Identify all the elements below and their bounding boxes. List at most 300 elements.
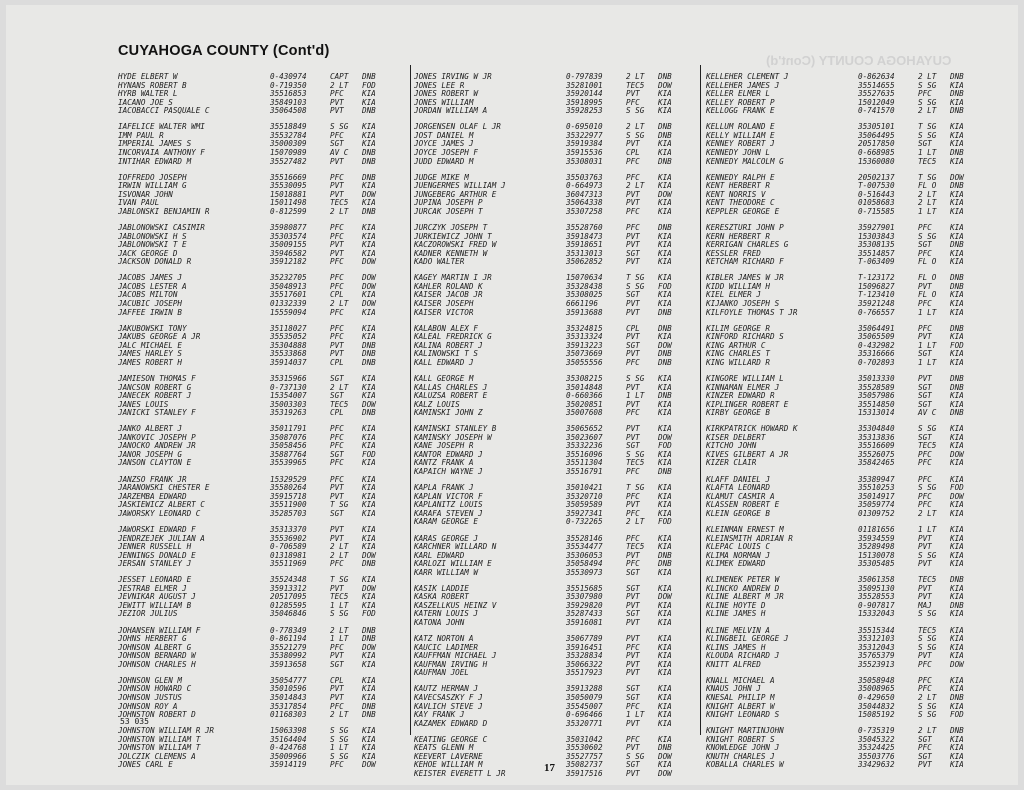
roster-rank: PVT [330, 189, 344, 199]
roster-status: KIA [658, 449, 672, 459]
roster-status: FOD [950, 710, 964, 720]
roster-name: KILFOYLE THOMAS T JR [706, 308, 798, 317]
roster-name: JANCSON ROBERT G [118, 383, 192, 392]
roster-name: JOHNSTON WILLIAM R JR [118, 727, 215, 736]
roster-serial: 35315966 [270, 373, 307, 383]
roster-name: KNIGHT LEONARD S [706, 711, 780, 720]
roster-status: KIA [658, 399, 672, 409]
roster-status: KIA [658, 668, 672, 678]
roster-serial: 35313836 [858, 432, 895, 442]
roster-status: DNB [950, 273, 964, 283]
roster-row [706, 158, 996, 167]
roster-serial: 0-862634 [858, 72, 895, 81]
roster-status: DNB [950, 323, 964, 333]
roster-rank: PFC [330, 281, 344, 291]
roster-status: DOW [658, 769, 672, 778]
roster-name: KNOWLEDGE JOHN J [706, 744, 780, 753]
roster-row [414, 392, 699, 401]
roster-serial: 35050079 [566, 693, 603, 703]
roster-name: KAHLER ROLAND K [414, 282, 483, 291]
roster-serial: 35530602 [566, 743, 603, 753]
roster-rank: PVT [330, 583, 344, 593]
roster-status: KIA [658, 609, 672, 619]
roster-serial: 35511969 [270, 559, 307, 569]
roster-status: KIA [658, 89, 672, 99]
roster-name: JANOCKO ANDREW JR [118, 442, 196, 451]
roster-serial: 35514850 [858, 399, 895, 409]
roster-status: KIA [658, 290, 672, 300]
roster-status: KIA [950, 441, 964, 451]
roster-rank: SGT [330, 391, 344, 401]
roster-rank: PVT [626, 139, 640, 149]
roster-status: KIA [362, 198, 376, 208]
roster-rank: S SG [918, 483, 937, 493]
roster-status: KIA [950, 508, 964, 518]
roster-serial: 35308031 [566, 156, 603, 166]
roster-name: JARANOWSKI CHESTER E [118, 484, 210, 493]
roster-status: KIA [362, 508, 376, 518]
roster-rank: 2 LT [918, 693, 937, 703]
roster-status: DNB [950, 147, 964, 157]
roster-rank: T SG [626, 273, 645, 283]
roster-rank: 2 LT [330, 80, 349, 90]
roster-name: KING ARTHUR C [706, 341, 766, 350]
roster-rank: PFC [918, 500, 932, 510]
roster-serial: 35164404 [270, 734, 307, 744]
roster-row [414, 233, 699, 242]
roster-serial: 35511900 [270, 500, 307, 510]
roster-status: KIA [362, 542, 376, 552]
roster-row [706, 359, 996, 368]
roster-name: HYRB WALTER L [118, 90, 178, 99]
roster-status: DOW [362, 189, 376, 199]
roster-row [414, 685, 699, 694]
roster-serial: 35023607 [566, 432, 603, 442]
roster-name: KAPLA FRANK J [414, 484, 474, 493]
roster-status: KIA [658, 298, 672, 308]
roster-status: DNB [658, 122, 672, 132]
roster-serial: T-123410 [858, 290, 895, 300]
roster-group [118, 325, 408, 368]
roster-group [118, 677, 408, 720]
roster-serial: 35918651 [566, 240, 603, 250]
roster-status: KIA [658, 332, 672, 342]
roster-rank: 1 LT [918, 206, 937, 216]
roster-name: KEPPLER GEORGE E [706, 207, 780, 216]
roster-status: KIA [658, 508, 672, 518]
roster-rank: PVT [626, 718, 640, 728]
roster-group [118, 476, 408, 519]
roster-name: KELLOGG FRANK E [706, 107, 775, 116]
roster-name: JOYCE JOSEPH F [414, 148, 479, 157]
roster-name: JAKUBOWSKI TONY [118, 324, 187, 333]
roster-serial: 35528589 [858, 382, 895, 392]
roster-status: KIA [362, 524, 376, 534]
roster-status: KIA [362, 726, 376, 736]
roster-row [414, 350, 699, 359]
roster-status: KIA [658, 424, 672, 434]
roster-status: KIA [950, 550, 964, 560]
roster-rank: SGT [330, 139, 344, 149]
roster-status: KIA [658, 97, 672, 107]
roster-rank: PFC [330, 231, 344, 241]
roster-name: INCORVAIA ANTHONY F [118, 148, 205, 157]
roster-rank: PVT [626, 432, 640, 442]
roster-row [118, 661, 408, 670]
roster-name: JOHNSON BERNARD W [118, 652, 196, 661]
roster-status: KIA [658, 760, 672, 770]
roster-row [414, 501, 699, 510]
roster-status: KIA [950, 139, 964, 149]
roster-status: KIA [362, 600, 376, 610]
roster-group [414, 535, 699, 578]
roster-row [414, 99, 699, 108]
roster-name: JACKSON DONALD R [118, 258, 192, 267]
roster-serial: 35307980 [566, 592, 603, 602]
roster-status: KIA [950, 743, 964, 753]
roster-serial: 35008965 [858, 684, 895, 694]
roster-rank: TEC5 [330, 399, 349, 409]
roster-rank: PVT [626, 592, 640, 602]
roster-serial: 35380992 [270, 651, 307, 661]
roster-rank: PFC [330, 172, 344, 182]
roster-status: KIA [950, 349, 964, 359]
roster-rank: AV C [330, 147, 349, 157]
roster-group [118, 627, 408, 670]
roster-rank: 1 LT [330, 634, 349, 644]
roster-serial: 15011498 [270, 198, 307, 208]
roster-rank: PFC [918, 323, 932, 333]
roster-row [706, 610, 996, 619]
roster-status: KIA [362, 743, 376, 753]
roster-serial: 35289498 [858, 542, 895, 552]
roster-status: DOW [362, 257, 376, 267]
roster-name: JANES LOUIS [118, 400, 169, 409]
roster-rank: SGT [626, 583, 640, 593]
roster-serial: 0-516443 [858, 189, 895, 199]
roster-status: KIA [658, 382, 672, 392]
roster-rank: PFC [918, 474, 932, 484]
roster-group [706, 325, 996, 368]
roster-name: KLINE ALBERT M JR [706, 593, 784, 602]
roster-status: DNB [658, 467, 672, 477]
roster-status: KIA [658, 458, 672, 468]
roster-rank: PFC [330, 559, 344, 569]
roster-row [118, 208, 408, 217]
roster-name: KLINE HOYTE D [706, 601, 766, 610]
roster-rank: 2 LT [918, 726, 937, 736]
roster-rank: TEC5 [626, 542, 645, 552]
roster-row [414, 309, 699, 318]
roster-rank: PVT [626, 743, 640, 753]
roster-status: KIA [362, 693, 376, 703]
roster-serial: 35515685 [566, 583, 603, 593]
roster-serial: 35503776 [858, 751, 895, 761]
roster-rank: 2 LT [626, 517, 645, 527]
roster-name: JURCZYK JOSEPH T [414, 223, 488, 232]
roster-status: DOW [658, 189, 672, 199]
roster-row [414, 283, 699, 292]
roster-name: JORDAN WILLIAM A [414, 107, 488, 116]
roster-name: KLEPAC LOUIS C [706, 543, 771, 552]
roster-name: KLEINMAN ERNEST M [706, 525, 784, 534]
roster-status: DNB [362, 156, 376, 166]
roster-rank: PVT [626, 424, 640, 434]
roster-group [706, 73, 996, 116]
roster-rank: FL O [918, 181, 937, 191]
roster-rank: PVT [330, 693, 344, 703]
roster-serial: 35319263 [270, 408, 307, 418]
roster-serial: 0-719350 [270, 80, 307, 90]
roster-serial: 35510253 [858, 483, 895, 493]
roster-rank: PVT [626, 668, 640, 678]
roster-serial: 35533868 [270, 349, 307, 359]
roster-status: DNB [362, 147, 376, 157]
roster-name: JOST DANIEL M [414, 131, 474, 140]
roster-rank: S SG [918, 634, 937, 644]
roster-name: KNAUS JOHN J [706, 685, 761, 694]
roster-row [414, 208, 699, 217]
roster-name: KISER DELBERT [706, 433, 766, 442]
roster-name: JORGENSEN OLAF L JR [414, 123, 501, 132]
roster-status: DNB [950, 240, 964, 250]
roster-status: KIA [362, 307, 376, 317]
roster-rank: PFC [330, 701, 344, 711]
roster-name: JAFFEE IRWIN B [118, 308, 183, 317]
roster-status: KIA [950, 432, 964, 442]
roster-group [414, 585, 699, 628]
roster-name: IMM PAUL R [118, 131, 164, 140]
roster-rank: CPL [330, 357, 344, 367]
roster-serial: 0-778349 [270, 625, 307, 635]
roster-row [414, 224, 699, 233]
roster-rank: S SG [918, 710, 937, 720]
roster-rank: 2 LT [918, 72, 937, 81]
roster-serial: 35913312 [270, 583, 307, 593]
roster-row [414, 711, 699, 720]
roster-name: JENNER RUSSELL H [118, 543, 192, 552]
roster-row [706, 510, 996, 519]
roster-rank: PVT [626, 332, 640, 342]
roster-serial: 35913223 [566, 340, 603, 350]
roster-status: KIA [658, 491, 672, 501]
roster-name: KENNEDY JOHN L [706, 148, 771, 157]
roster-rank: PVT [626, 240, 640, 250]
roster-status: KIA [658, 147, 672, 157]
roster-row [414, 191, 699, 200]
roster-row [414, 325, 699, 334]
roster-status: DOW [362, 399, 376, 409]
roster-status: DOW [658, 592, 672, 602]
roster-group [706, 576, 996, 619]
roster-rank: PFC [330, 222, 344, 232]
roster-rank: CPL [330, 408, 344, 418]
roster-name: KANE JOSEPH R [414, 442, 474, 451]
roster-serial: 35516853 [270, 89, 307, 99]
roster-row [414, 174, 699, 183]
roster-serial: 15329529 [270, 474, 307, 484]
roster-row [118, 711, 408, 720]
roster-serial: 35887764 [270, 449, 307, 459]
roster-status: KIA [658, 600, 672, 610]
roster-rank: S SG [918, 80, 937, 90]
roster-name: KINZER EDWARD R [706, 392, 775, 401]
roster-rank: SGT [330, 508, 344, 518]
roster-rank: PVT [330, 349, 344, 359]
roster-row [414, 274, 699, 283]
roster-status: KIA [950, 332, 964, 342]
roster-status: DNB [362, 206, 376, 216]
roster-row [414, 425, 699, 434]
roster-status: KIA [658, 642, 672, 652]
roster-name: JERSAN STANLEY J [118, 560, 192, 569]
roster-status: KIA [362, 222, 376, 232]
roster-serial: 35517923 [566, 668, 603, 678]
roster-row [414, 90, 699, 99]
roster-status: KIA [950, 592, 964, 602]
roster-serial: 0-715585 [858, 206, 895, 216]
roster-rank: TEC5 [918, 156, 937, 166]
roster-status: DNB [362, 701, 376, 711]
roster-status: DNB [950, 575, 964, 585]
roster-name: KARR WILLIAM W [414, 568, 479, 577]
roster-row [414, 468, 699, 477]
roster-row [414, 132, 699, 141]
roster-status: KIA [950, 760, 964, 770]
roster-serial: T-063409 [858, 257, 895, 267]
roster-name: KEISTER EVERETT L JR [414, 770, 506, 778]
roster-serial: 35934559 [858, 533, 895, 543]
roster-group [706, 476, 996, 519]
roster-name: KLIMEK EDWARD [706, 560, 766, 569]
roster-serial: 35305101 [858, 122, 895, 132]
roster-serial: 35530973 [566, 567, 603, 577]
roster-serial: 0-432982 [858, 340, 895, 350]
roster-serial: 15063398 [270, 726, 307, 736]
roster-group [414, 736, 699, 779]
roster-serial: 35065509 [858, 332, 895, 342]
roster-row [414, 510, 699, 519]
roster-rank: PFC [918, 89, 932, 99]
roster-serial: 35535052 [270, 332, 307, 342]
roster-status: KIA [362, 491, 376, 501]
roster-rank: PVT [918, 533, 932, 543]
roster-status: KIA [658, 533, 672, 543]
roster-rank: S SG [626, 106, 645, 116]
roster-name: JURCAK JOSEPH T [414, 207, 483, 216]
roster-status: KIA [362, 734, 376, 744]
roster-status: KIA [362, 240, 376, 250]
roster-serial: 35058456 [270, 441, 307, 451]
roster-name: KAVLICH STEVE J [414, 702, 483, 711]
roster-rank: MAJ [918, 600, 932, 610]
roster-status: KIA [658, 273, 672, 283]
roster-serial: 35516609 [858, 441, 895, 451]
roster-group [414, 425, 699, 476]
roster-name: KIVES GILBERT A JR [706, 450, 789, 459]
roster-status: KIA [362, 659, 376, 669]
roster-rank: 1 LT [330, 743, 349, 753]
roster-rank: PFC [626, 508, 640, 518]
column-divider [410, 65, 411, 735]
roster-row [414, 610, 699, 619]
roster-name: IMPERIAL JAMES S [118, 140, 192, 149]
roster-row [414, 107, 699, 116]
roster-serial: 15332043 [858, 609, 895, 619]
roster-name: KIBLER JAMES W JR [706, 274, 784, 283]
roster-serial: 35064495 [858, 130, 895, 140]
roster-rank: 1 LT [626, 391, 645, 401]
roster-serial: T-123172 [858, 273, 895, 283]
roster-row [414, 384, 699, 393]
roster-name: KEHOE WILLIAM M [414, 761, 483, 770]
roster-status: DNB [950, 408, 964, 418]
roster-status: KIA [950, 206, 964, 216]
roster-rank: 2 LT [626, 122, 645, 132]
roster-serial: 0-861194 [270, 634, 307, 644]
roster-row [414, 250, 699, 259]
roster-rank: PVT [626, 189, 640, 199]
roster-rank: PVT [626, 618, 640, 628]
roster-name: KNALL MICHAEL A [706, 676, 775, 685]
column-divider [700, 65, 701, 735]
roster-rank: S SG [918, 97, 937, 107]
roster-status: KIA [362, 89, 376, 99]
roster-name: JABLONOWSKI H S [118, 232, 187, 241]
roster-serial: 35062852 [566, 257, 603, 267]
roster-rank: TEC5 [626, 80, 645, 90]
roster-serial: 15360080 [858, 156, 895, 166]
roster-name: KIZER CLAIR [706, 459, 757, 468]
roster-status: DOW [950, 172, 964, 182]
roster-rank: T SG [626, 483, 645, 493]
roster-name: KACZOROWSKI FRED W [414, 241, 497, 250]
roster-serial: 35503763 [566, 172, 603, 182]
roster-group [414, 635, 699, 678]
roster-group [118, 224, 408, 267]
roster-rank: PVT [330, 181, 344, 191]
roster-name: KAY FRANK J [414, 711, 465, 720]
roster-serial: 35516791 [566, 467, 603, 477]
roster-rank: PFC [918, 659, 932, 669]
roster-rank: PFC [918, 222, 932, 232]
roster-row [414, 518, 699, 527]
roster-status: DOW [362, 642, 376, 652]
roster-status: KIA [950, 399, 964, 409]
roster-status: KIA [950, 248, 964, 258]
roster-serial: 35921248 [858, 298, 895, 308]
roster-name: KLAFF DANIEL J [706, 475, 771, 484]
roster-status: KIA [950, 542, 964, 552]
roster-serial: 33429632 [858, 760, 895, 770]
roster-name: KAPLAN VICTOR F [414, 492, 483, 501]
roster-status: KIA [950, 391, 964, 401]
page-number: 17 [544, 762, 555, 774]
roster-serial: 35064508 [270, 106, 307, 116]
roster-group [706, 425, 996, 468]
roster-name: JANZSO FRANK JR [118, 475, 187, 484]
roster-row [414, 753, 699, 762]
roster-row [414, 543, 699, 552]
roster-group [414, 123, 699, 166]
roster-status: KIA [658, 248, 672, 258]
roster-name: KARAS GEORGE J [414, 534, 479, 543]
roster-row [414, 619, 699, 628]
roster-status: KIA [362, 181, 376, 191]
roster-rank: PVT [626, 399, 640, 409]
roster-status: KIA [658, 373, 672, 383]
roster-name: KAMINSKI STANLEY B [414, 425, 497, 434]
